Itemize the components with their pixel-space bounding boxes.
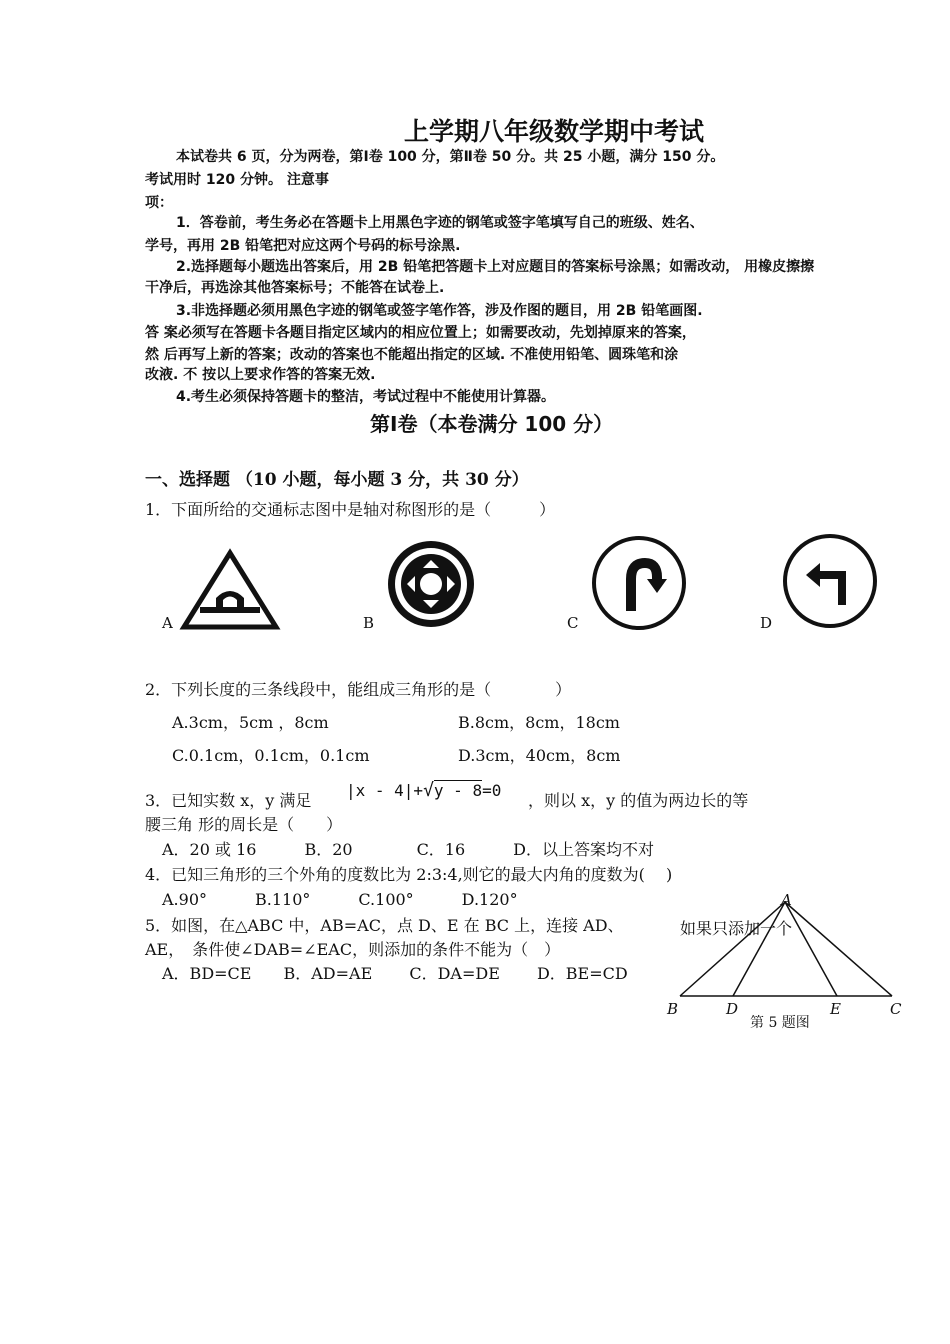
figure-label-e: E [830,1000,841,1018]
figure-label-d: D [726,1000,739,1018]
note-2-cont: 干净后，再选涂其他答案标号；不能答在试卷上. [145,280,445,296]
note-1: 1．答卷前，考生务必在答题卡上用黑色字迹的钢笔或签字笔填写自己的班级、姓名、 [176,215,704,231]
question-3-stem: 3．已知实数 x，y 满足 [145,791,312,810]
formula-radical-sign: √ [423,780,434,801]
q1-option-label-c: C [567,614,579,632]
formula-abs-term: |x - 4|+ [346,781,424,800]
question-2-option-d: D.3cm，40cm，8cm [458,746,621,765]
question-2-option-b: B.8cm，8cm，18cm [458,713,620,732]
note-3: 3.非选择题必须用黑色字迹的钢笔或签字笔作答，涉及作图的题目，用 2B 铅笔画图. [176,303,703,319]
exam-title: 上学期八年级数学期中考试 [404,117,705,146]
formula-radicand: y - 8 [433,781,483,800]
u-turn-sign-icon [591,535,687,631]
question-3-options: A．20 或 16 B．20 C．16 D．以上答案均不对 [162,840,654,859]
question-3-stem-line2: 腰三角 形的周长是（ ） [145,815,343,834]
note-3-cont3: 改液. 不 按以上要求作答的答案无效. [145,367,376,383]
exam-intro-line3: 项： [145,195,173,211]
figure-caption: 第 5 题图 [750,1015,810,1031]
q1-option-label-b: B [363,614,375,632]
left-turn-sign-icon [782,533,878,629]
exam-intro-line2: 考试用时 120 分钟。 注意事 [145,172,329,188]
question-4-options: A.90° B.110° C.100° D.120° [162,890,518,909]
note-3-cont1: 答 案必须写在答题卡各题目指定区域内的相应位置上；如需要改动，先划掉原来的答案， [145,325,696,341]
q1-option-label-a: A [162,614,173,632]
note-2: 2.选择题每小题选出答案后，用 2B 铅笔把答题卡上对应题目的答案标号涂黑；如需改动， 用橡皮擦擦 [176,259,815,275]
question-5-options: A．BD=CE B．AD=AE C．DA=DE D．BE=CD [162,964,628,983]
question-2-option-a: A.3cm，5cm ，8cm [172,713,329,732]
question-5-stem-line2: AE， 条件使∠DAB=∠EAC，则添加的条件不能为（ ） [145,940,561,959]
question-5-stem: 5．如图，在△ABC 中，AB=AC，点 D、E 在 BC 上，连接 AD、 [145,916,624,935]
figure-label-b: B [667,1000,679,1018]
hump-bridge-warning-sign-icon [182,550,278,630]
q1-option-label-d: D [760,614,773,632]
question-2-option-c: C.0.1cm，0.1cm，0.1cm [172,746,370,765]
volume-title: 第Ⅰ卷（本卷满分 100 分） [370,412,614,436]
section-heading: 一、选择题 （10 小题，每小题 3 分，共 30 分） [145,470,529,490]
question-3-formula [346,780,501,801]
question-2-stem: 2．下列长度的三条线段中，能组成三角形的是（ ） [145,680,572,699]
question-4-stem: 4．已知三角形的三个外角的度数比为 2:3:4,则它的最大内角的度数为( ) [145,865,673,884]
note-4: 4.考生必须保持答题卡的整洁，考试过程中不能使用计算器。 [176,389,556,405]
question-5-stem-right: 如果只添加一个 [680,919,793,938]
figure-label-a: A [781,891,792,909]
exam-intro: 本试卷共 6 页，分为两卷，第Ⅰ卷 100 分，第Ⅱ卷 50 分。共 25 小题，满分 150 分。 [176,149,725,165]
question-1-stem: 1．下面所给的交通标志图中是轴对称图形的是（ ） [145,500,556,519]
note-3-cont2: 然 后再写上新的答案；改动的答案也不能超出指定的区域. 不准使用铅笔、圆珠笔和涂 [145,347,679,363]
figure-label-c: C [890,1000,902,1018]
roundabout-sign-icon [385,538,477,630]
note-1-cont: 学号，再用 2B 铅笔把对应这两个号码的标号涂黑. [145,238,461,254]
question-3-stem-cont: ，则以 x，y 的值为两边长的等 [528,791,749,810]
formula-equals: =0 [482,781,502,800]
